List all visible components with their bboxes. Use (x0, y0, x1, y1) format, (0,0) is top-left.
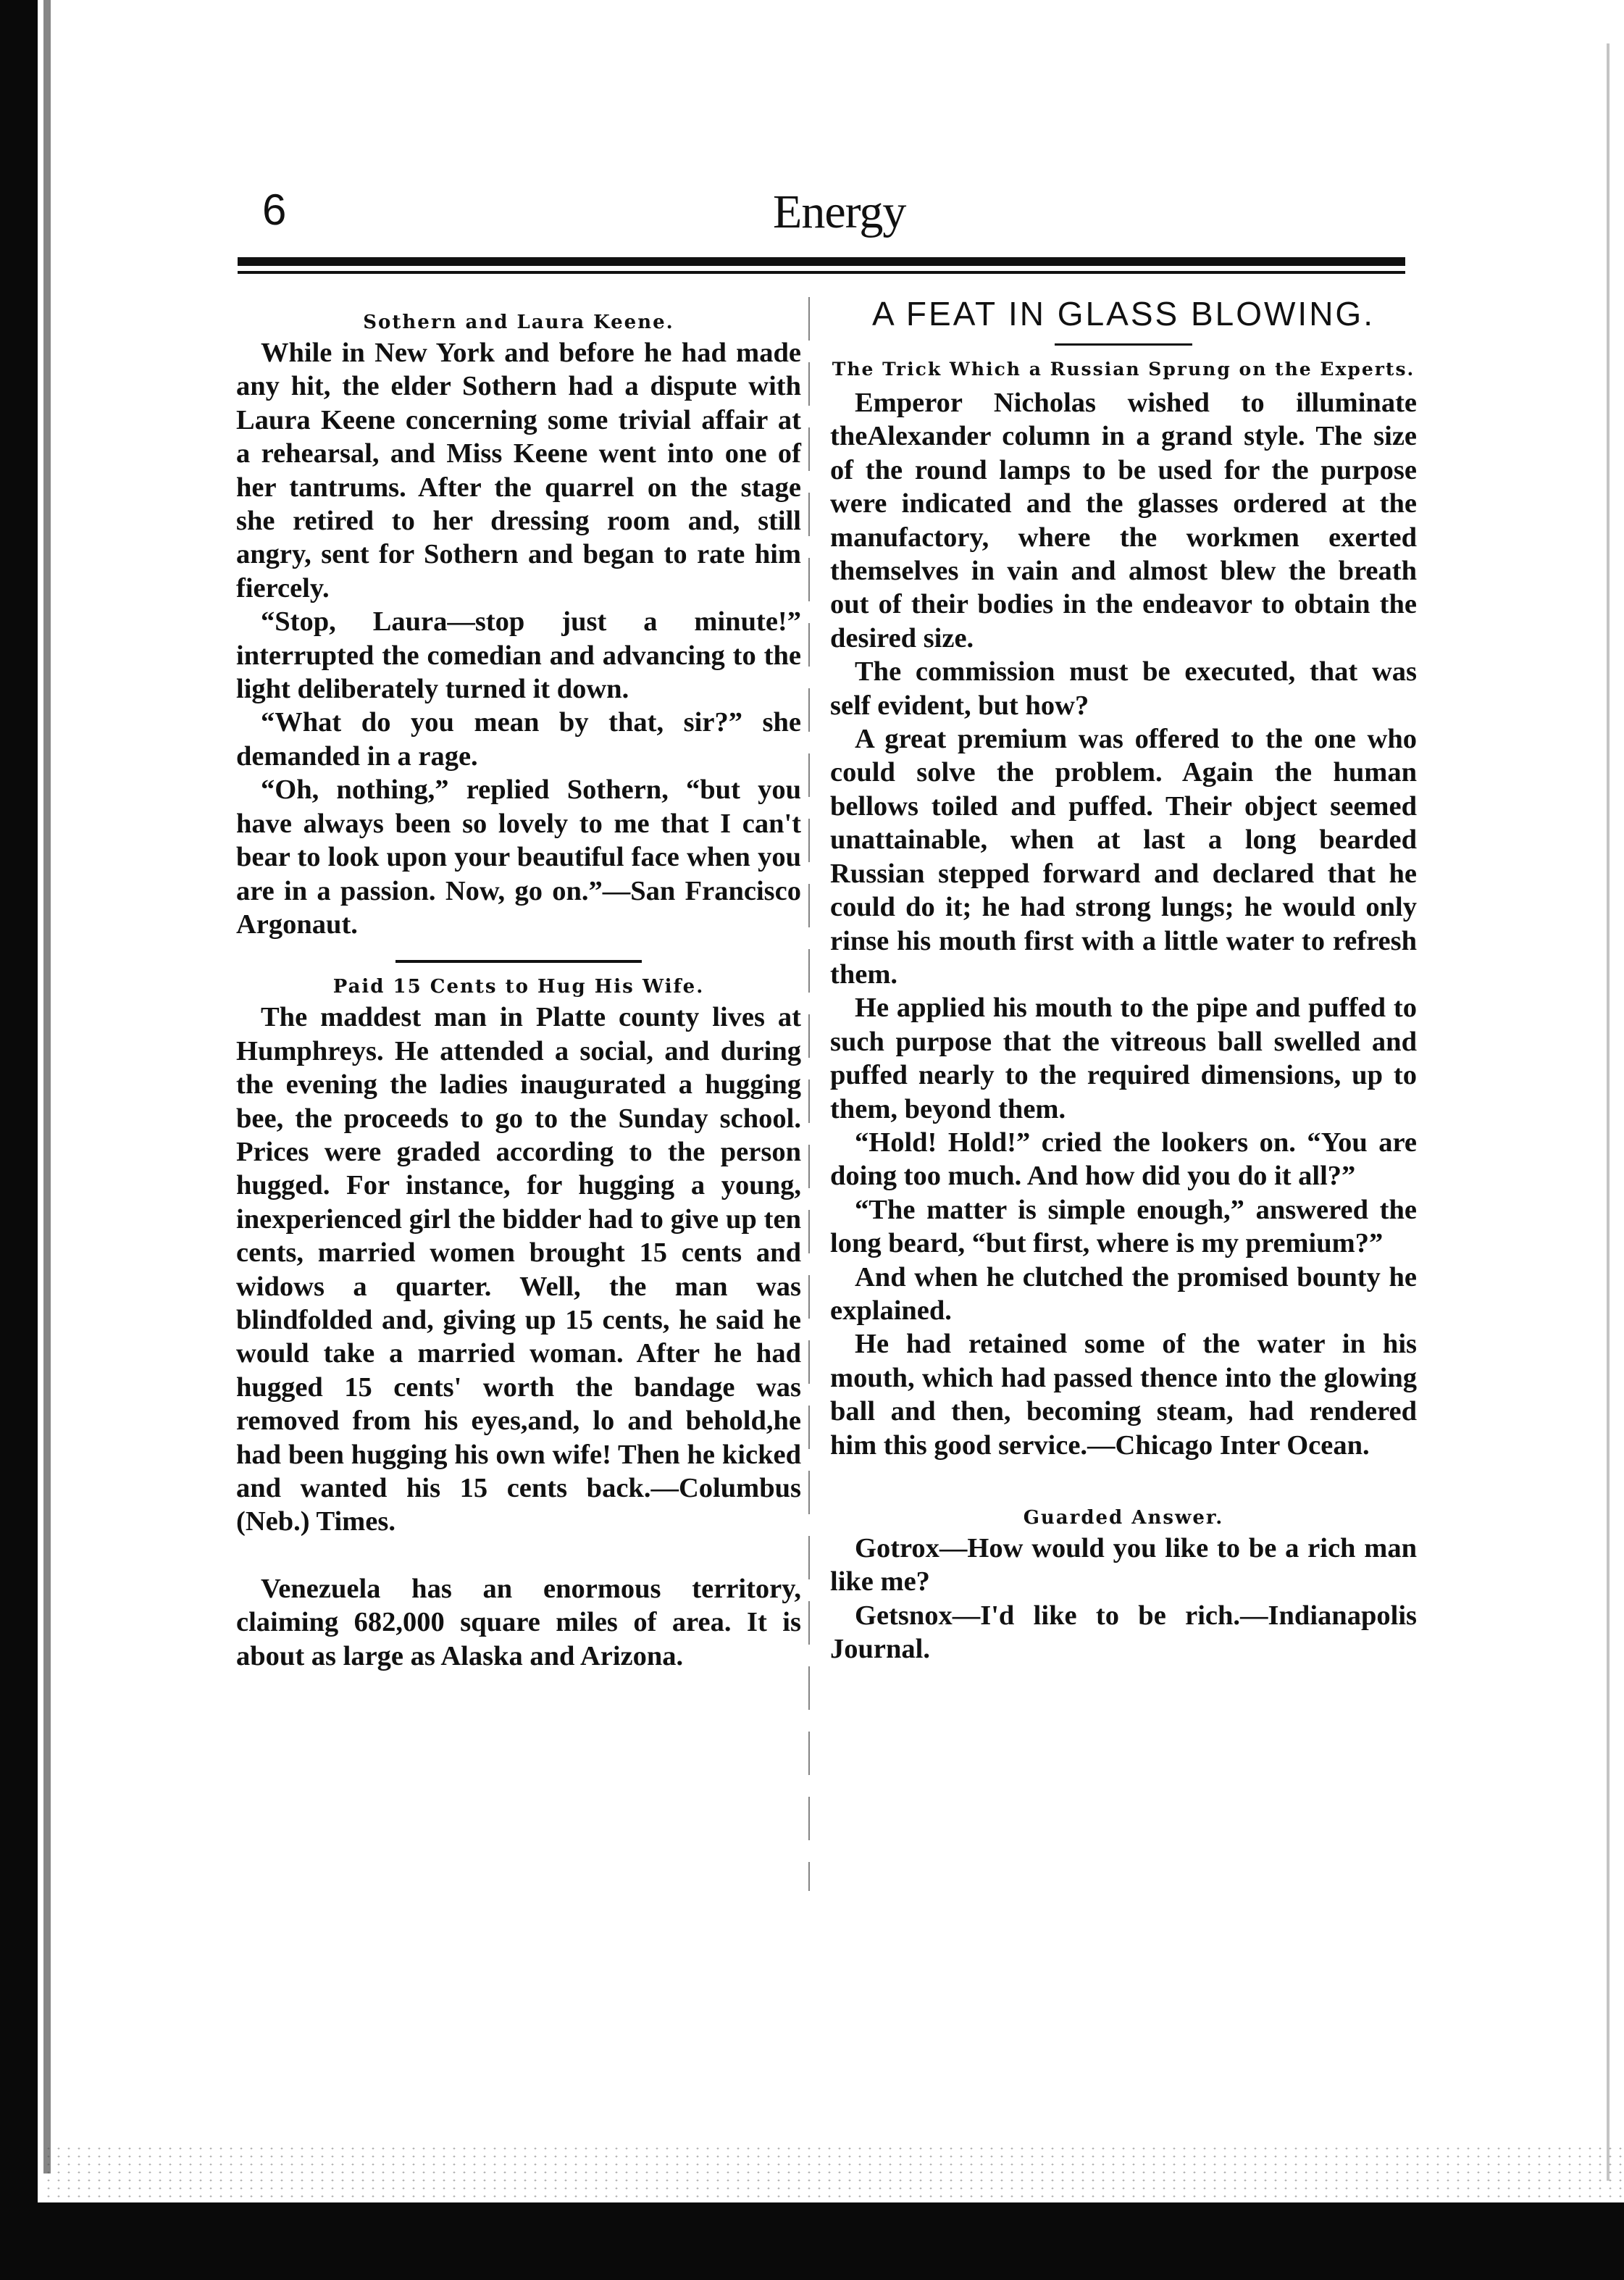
headline-rule (1055, 343, 1192, 346)
article-sothern (236, 312, 801, 941)
article-paragraph: The maddest man in Platte county lives at Humphreys. He attended a social, and during the evening the ladies inaugurated a hugging bee, the proceeds to go to the Sunday school. Prices were graded according to the person hugged. For instance, for hugging a young, inexperienced girl the bidder had to give up ten cents, married women brought 15 cents and widows a quarter. Well, the man was blindfolded and, giving up 15 cents, he said he would take a married woman. After he had hugged 15 cents' worth the bandage was removed from his eyes,and, lo and behold,he had been hugging his own wife! Then he kicked and wanted his 15 cents back.—Columbus (Neb.) Times. (236, 1002, 801, 1537)
scan-border-bottom (0, 2202, 1624, 2280)
article-paragraph: “Hold! Hold!” cried the lookers on. “You are doing too much. And how did you do it all?” (830, 1127, 1417, 1192)
article-paragraph: And when he clutched the promised bounty he explained. (830, 1261, 1417, 1326)
article-guarded-answer (830, 1507, 1417, 1666)
scan-border-left-inner (43, 0, 51, 2173)
scan-border-left (0, 0, 38, 2280)
left-column (236, 290, 801, 1673)
article-paragraph: “Oh, nothing,” replied Sothern, “but you have always been so lovely to me that I can't bear to look upon your beautiful face when you are in a passion. Now, go on.”—San Francisco Argonaut. (236, 774, 801, 940)
article-paragraph: “What do you mean by that, sir?” she demanded in a rage. (236, 707, 801, 772)
article-headline: A FEAT IN GLASS BLOWING. (871, 295, 1375, 333)
article-paragraph: He had retained some of the water in his mouth, which had passed thence into the glowing ball and then, becoming steam, had rendered him this good service.—Chicago Inter Ocean. (830, 1329, 1417, 1461)
right-column (830, 290, 1417, 1666)
section-rule (395, 960, 642, 963)
article-headline: Paid 15 Cents to Hug His Wife. (332, 976, 705, 998)
header-rule-thin (238, 271, 1405, 274)
article-paragraph: “The matter is simple enough,” answered the long beard, “but first, where is my premium?” (830, 1194, 1417, 1259)
article-paragraph: Getsnox—I'd like to be rich.—Indianapolis Journal. (830, 1600, 1417, 1665)
article-subheadline: The Trick Which a Russian Sprung on the Experts. (832, 359, 1415, 380)
article-glass-blowing (830, 294, 1417, 1462)
column-divider (808, 297, 810, 1891)
scan-border-right (1607, 43, 1610, 2181)
article-paragraph: Emperor Nicholas wished to illuminate theAlexander column in a grand style. The size of the round lamps to be used for the purpose were indicated and the glasses ordered at the manufactory, where the workmen exerted themselves in vain and almost blew the breath out of their bodies in the endeavor to obtain the desired size. (830, 388, 1417, 653)
scan-noise-bottom (43, 2145, 1623, 2202)
article-paragraph: He applied his mouth to the pipe and puffed to such purpose that the vitreous ball swelled and puffed nearly to the required dimensions, up to them, beyond them. (830, 993, 1417, 1124)
article-paragraph: Gotrox—How would you like to be a rich man like me? (830, 1533, 1417, 1598)
article-paragraph: The commission must be executed, that was self evident, but how? (830, 656, 1417, 721)
article-venezuela (236, 1572, 801, 1673)
article-headline: Guarded Answer. (1023, 1507, 1224, 1529)
article-hug-wife (236, 976, 801, 1539)
article-paragraph: A great premium was offered to the one who could solve the problem. Again the human bellows toiled and puffed. Their object seemed unattainable, when at last a long bearded Russian stepped forward and declared that he could do it; he had strong lungs; he would only rinse his mouth first with a little water to refresh them. (830, 724, 1417, 990)
article-headline: Sothern and Laura Keene. (363, 312, 674, 333)
publication-title: Energy (773, 185, 906, 238)
page-number: 6 (262, 185, 287, 234)
article-paragraph: While in New York and before he had made any hit, the elder Sothern had a dispute with Laura Keene concerning some trivial affair at a rehearsal, and Miss Keene went into one of her tantrums. After the quarrel on the stage she retired to her dressing room and, still angry, sent for Sothern and began to rate him fiercely. (236, 338, 801, 604)
header-rule-thick (238, 257, 1405, 266)
article-paragraph: “Stop, Laura—stop just a minute!” interrupted the comedian and advancing to the light deliberately turned it down. (236, 606, 801, 705)
article-paragraph: Venezuela has an enormous territory, claiming 682,000 square miles of area. It is about as large as Alaska and Arizona. (236, 1573, 801, 1671)
